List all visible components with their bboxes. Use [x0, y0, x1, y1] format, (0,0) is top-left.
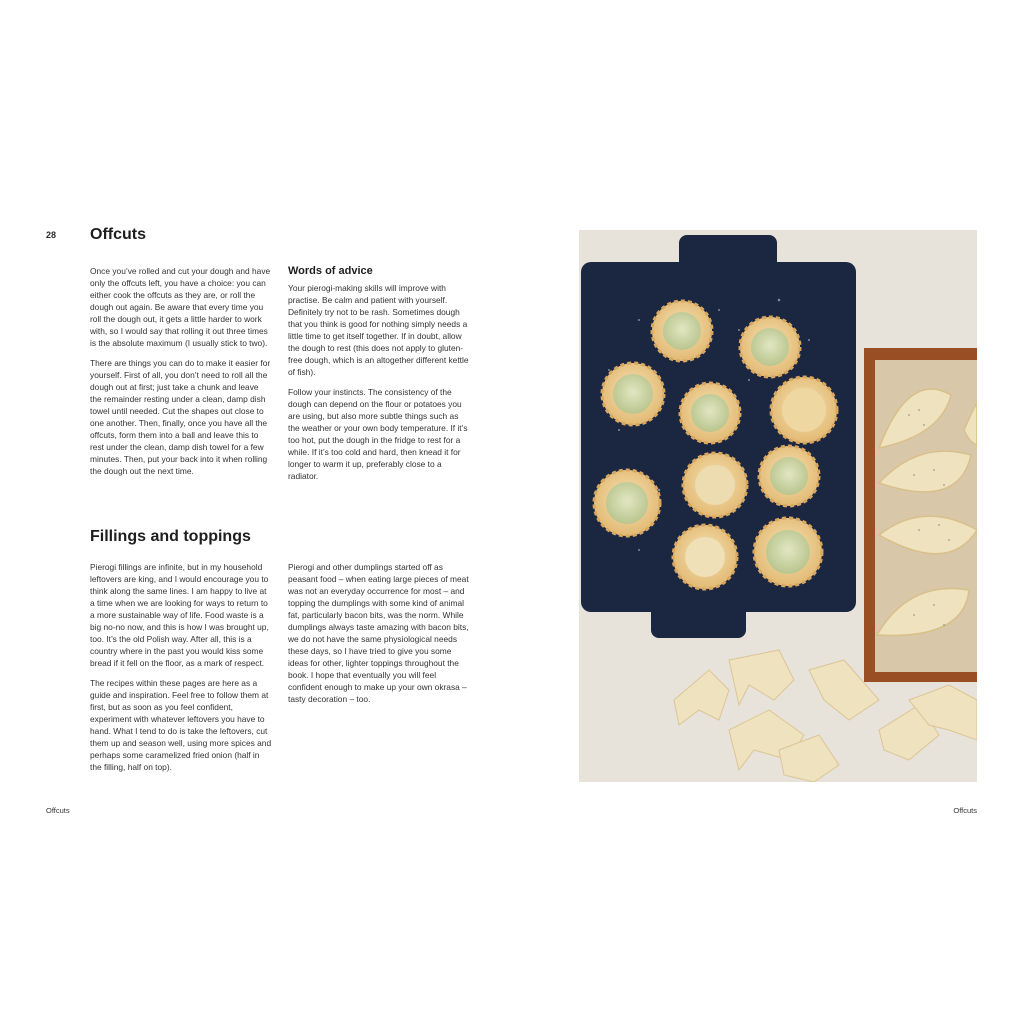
heading-offcuts: Offcuts: [90, 226, 146, 243]
heading-fillings-and-toppings: Fillings and toppings: [90, 528, 251, 545]
fillings-left-column: [90, 561, 272, 781]
advice-column: [288, 282, 470, 490]
fillings-paragraph-2: The recipes within these pages are here as a guide and inspiration. Feel free to follow them at first, but as soon as you feel confident, experiment with whatever leftovers you have to hand. What I tend to do is take the leftovers, cut them up and season well, using more spices and perhaps some caramelized fried onion (half in the filling, half on top).: [90, 678, 272, 772]
page-number: 28: [46, 230, 57, 240]
footer-right: Offcuts: [953, 806, 977, 815]
advice-paragraph-1: Your pierogi-making skills will improve with practise. Be calm and patient with yourself. Definitely try not to be rash. Sometimes dough that you think is good for nothing simply needs a little time to get itself together. If in doubt, allow the dough to rest (this does not apply to gluten-free dough, which is an altogether different kettle of fish).: [288, 283, 469, 377]
fillings-right-column: [288, 561, 470, 713]
footer-left: Offcuts: [46, 806, 70, 815]
fillings-paragraph-3: Pierogi and other dumplings started off as peasant food – when eating large pieces of meat was not an everyday occurrence for most – and topping the dumplings with some kind of animal fat, particularly bacon bits, was the norm. While dumplings always taste amazing with bacon bits, we do not have the same physiological needs these days, so I have tried to give you some ideas for other, lighter toppings throughout the book. I hope that eventually you will feel confident enough to make up your own okrasa – tasty decoration – too.: [288, 562, 469, 704]
offcuts-paragraph-2: There are things you can do to make it easier for yourself. First of all, you don’t need to roll all the dough out at first; just take a chunk and leave the remainder resting under a clean, damp dish towel until needed. Cut the shapes out close to one another. Then, finally, once you have all the offcuts, form them into a ball and leave this to rest under the clean, damp dish towel for a few minutes. Then, put your back into it when rolling the dough out the next time.: [90, 358, 271, 476]
wooden-board: [864, 348, 977, 682]
heading-words-of-advice: Words of advice: [288, 265, 373, 277]
pierogi-illustration: [579, 230, 977, 782]
pierogi-photo: [579, 230, 977, 782]
offcuts-column: [90, 265, 272, 485]
offcuts-paragraph-1: Once you’ve rolled and cut your dough and have only the offcuts left, you have a choice: you can either cook the offcuts as they are, or roll the dough out again. Be aware that every time you roll the dough out, it gets a little harder to work with, so I would say that rolling it out three times is the absolute maximum (I usually stick to two).: [90, 266, 271, 348]
advice-paragraph-2: Follow your instincts. The consistency of the dough can depend on the flour or potatoes you are using, but also more subtle things such as the weather or your own body temperature. If it’s too hot, put the dough in the fridge to rest for a while. If it’s too cold and hard, then knead it for longer to warm it up, preferably close to a radiator.: [288, 387, 468, 481]
fillings-paragraph-1: Pierogi fillings are infinite, but in my household leftovers are king, and I would encourage you to think along the same lines. I am happy to live at a time when we are looking for ways to return to a more sustainable way of life. Food waste is a big no-no now, and this is how I was brought up, too. It’s the old Polish way. After all, this is a country where in the past you would kiss some bread if it fell on the floor, as a mark of respect.: [90, 562, 269, 668]
